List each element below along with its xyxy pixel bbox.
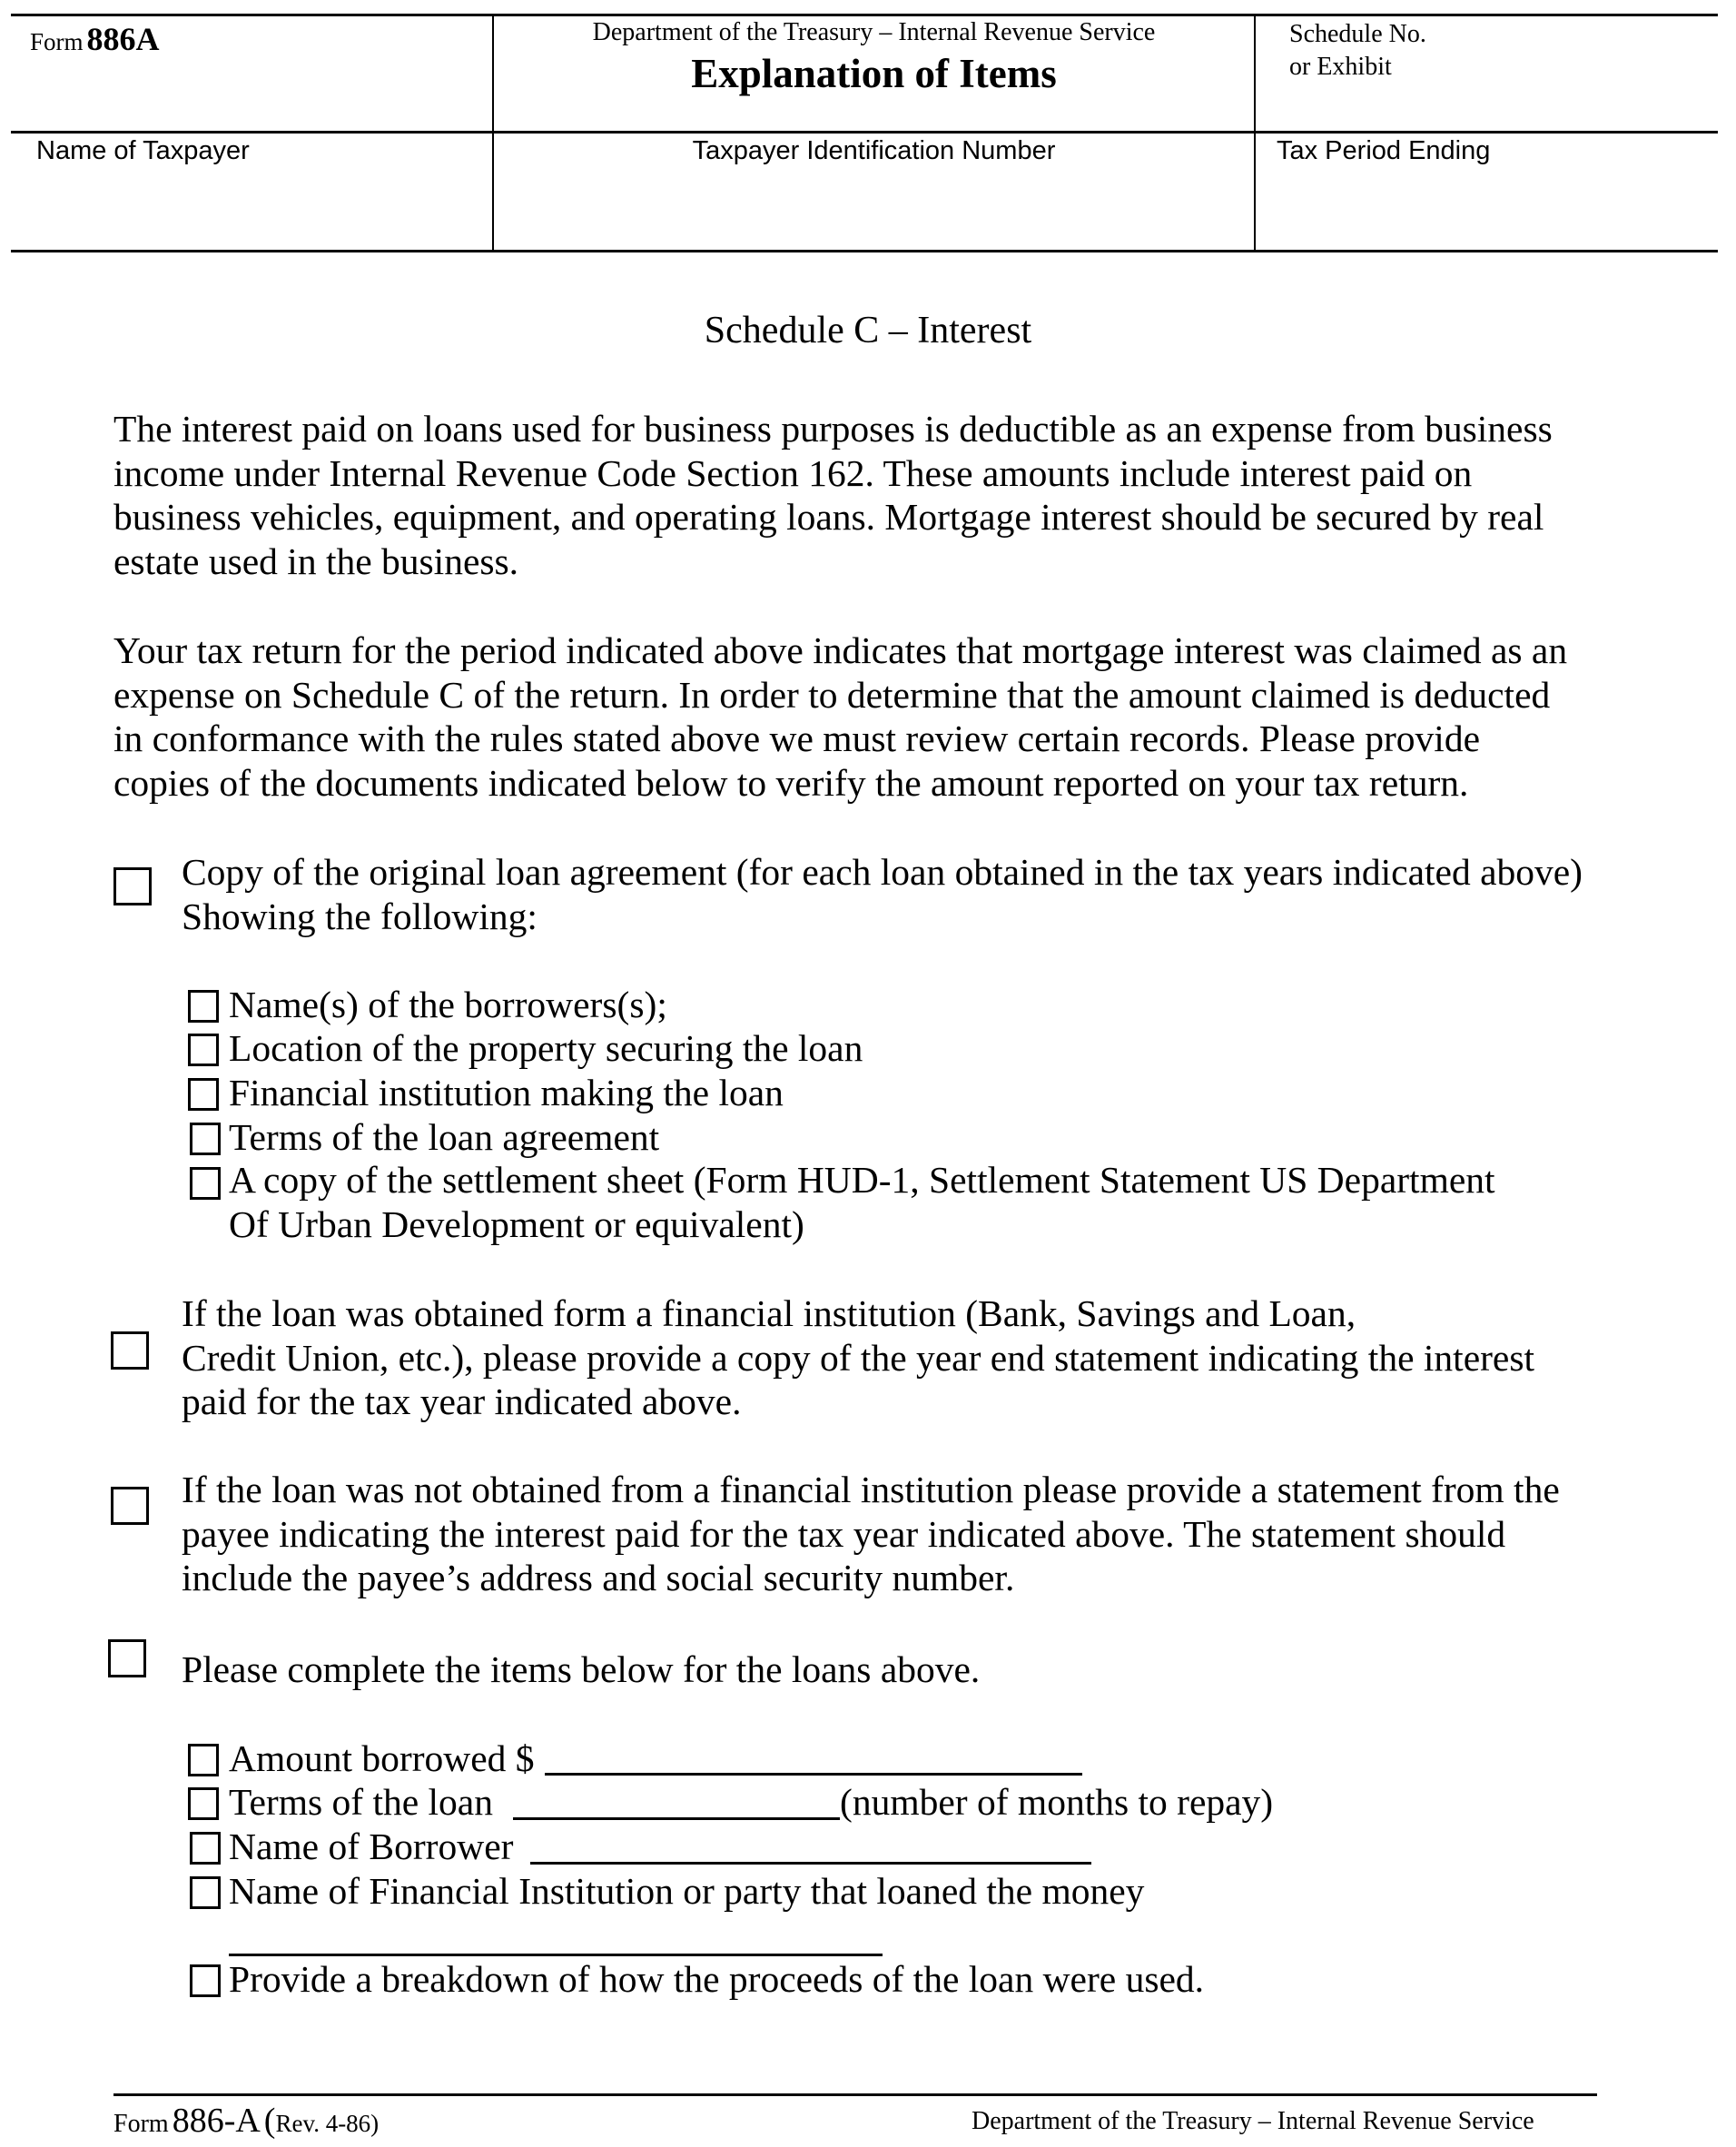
tin-label: Taxpayer Identification Number [692,136,1056,165]
lender-name-underline [229,1954,883,1956]
form-number: 886A [86,21,160,57]
footer-revision-paren: ( [263,2102,276,2140]
schedule-no-label-line1: Schedule No. [1289,20,1426,48]
checkbox-settlement-sheet[interactable] [190,1167,221,1200]
footer-revision: Rev. 4-86) [275,2110,380,2137]
footer-form-id [113,2103,379,2138]
subitem-line: A copy of the settlement sheet (Form HUD-1, Settlement Statement US Department [229,1159,1495,1201]
intro-line: business vehicles, equipment, and operating loans. Mortgage interest should be secured by real [113,496,1544,539]
tax-period-label: Tax Period Ending [1277,136,1491,165]
subitem-borrower-names: Name(s) of the borrowers(s); [229,984,667,1025]
header-divider-right [1254,14,1256,252]
request-paragraph [113,628,1567,806]
schedule-no-label-line2: or Exhibit [1289,53,1392,81]
checkbox-complete-fields[interactable] [108,1639,146,1677]
item-payee-statement-text [182,1468,1560,1600]
checkbox-payee-statement[interactable] [111,1487,149,1525]
checkbox-borrower-names[interactable] [188,990,219,1023]
tin-field[interactable] [508,174,1239,238]
item-line: Showing the following: [182,895,538,937]
item-line: payee indicating the interest paid for the tax year indicated above. The statement should [182,1512,1506,1555]
request-line: Your tax return for the period indicated above indicates that mortgage interest was claimed as an [113,629,1568,671]
item-institution-statement-text [182,1291,1534,1424]
field-loan-term-label: Terms of the loan [229,1781,493,1823]
field-loan-term-suffix: (number of months to repay) [840,1781,1274,1823]
request-line: copies of the documents indicated below to verify the amount reported on your tax return. [113,762,1469,805]
field-lender-name-label: Name of Financial Institution or party that loaned the money [229,1870,1145,1912]
checkbox-lender-name[interactable] [190,1876,221,1909]
subitem-line: Of Urban Development or equivalent) [229,1202,804,1245]
taxpayer-name-field[interactable] [36,174,481,238]
subitem-financial-institution: Financial institution making the loan [229,1072,784,1113]
checkbox-institution-statement[interactable] [111,1331,149,1370]
field-amount-borrowed-label: Amount borrowed $ [229,1737,535,1779]
checkbox-financial-institution[interactable] [188,1078,219,1111]
schedule-no-label [1289,18,1426,84]
agency-name: Department of the Treasury – Internal Revenue Service [592,18,1156,46]
item-line: paid for the tax year indicated above. [182,1380,742,1423]
item-line: include the payee’s address and social security number. [182,1557,1015,1599]
intro-line: estate used in the business. [113,540,519,583]
section-title: Schedule C – Interest [704,310,1032,351]
item-complete-fields-text: Please complete the items below for the loans above. [182,1648,981,1690]
taxpayer-name-label: Name of Taxpayer [36,136,250,165]
checkbox-proceeds-breakdown[interactable] [190,1964,221,1997]
item-line: Copy of the original loan agreement (for each loan obtained in the tax years indicated above) [182,851,1583,893]
field-borrower-name-label: Name of Borrower [229,1825,514,1867]
loan-term-underline [513,1817,840,1820]
form-id [30,20,160,58]
footer-form-prefix: Form [113,2110,169,2138]
checkbox-loan-term-months[interactable] [188,1787,219,1820]
loan-term-input[interactable] [513,1780,840,1815]
intro-paragraph [113,407,1553,584]
field-proceeds-breakdown-label: Provide a breakdown of how the proceeds of the loan were used. [229,1958,1205,2000]
checkbox-property-location[interactable] [188,1034,219,1066]
checkbox-borrower-name[interactable] [190,1832,221,1865]
request-line: expense on Schedule C of the return. In order to determine that the amount claimed is deducted [113,673,1551,716]
item-loan-agreement-text [182,850,1583,938]
header-bottom-rule [11,250,1718,252]
item-line: If the loan was obtained form a financial institution (Bank, Savings and Loan, [182,1292,1356,1334]
subitem-settlement-sheet [229,1158,1495,1246]
item-line: Credit Union, etc.), please provide a copy of the year end statement indicating the interest [182,1336,1535,1379]
tax-period-field[interactable] [1277,174,1709,238]
checkbox-amount-borrowed[interactable] [188,1744,219,1776]
borrower-name-input[interactable] [530,1825,1091,1859]
subitem-property-location: Location of the property securing the loan [229,1027,863,1069]
item-line: If the loan was not obtained from a financial institution please provide a statement from the [182,1469,1560,1510]
intro-line: The interest paid on loans used for business purposes is deductible as an expense from business [113,408,1553,450]
form-prefix: Form [30,28,84,55]
header-top-rule [11,14,1718,16]
borrower-name-underline [530,1862,1091,1865]
lender-name-input[interactable] [229,1916,883,1951]
checkbox-loan-terms[interactable] [190,1123,221,1155]
footer-form-number: 886-A [172,2102,261,2140]
checkbox-loan-agreement[interactable] [113,867,152,905]
schedule-no-field[interactable] [1289,87,1707,124]
footer-agency: Department of the Treasury – Internal Revenue Service [972,2107,1534,2135]
form-title: Explanation of Items [691,51,1057,96]
intro-line: income under Internal Revenue Code Section 162. These amounts include interest paid on [113,451,1473,494]
footer-rule [113,2093,1597,2096]
amount-borrowed-input[interactable] [545,1736,1082,1771]
request-line: in conformance with the rules stated above we must review certain records. Please provide [113,717,1480,760]
header-middle-rule [11,131,1718,134]
subitem-loan-terms: Terms of the loan agreement [229,1116,660,1158]
amount-borrowed-underline [545,1773,1082,1776]
